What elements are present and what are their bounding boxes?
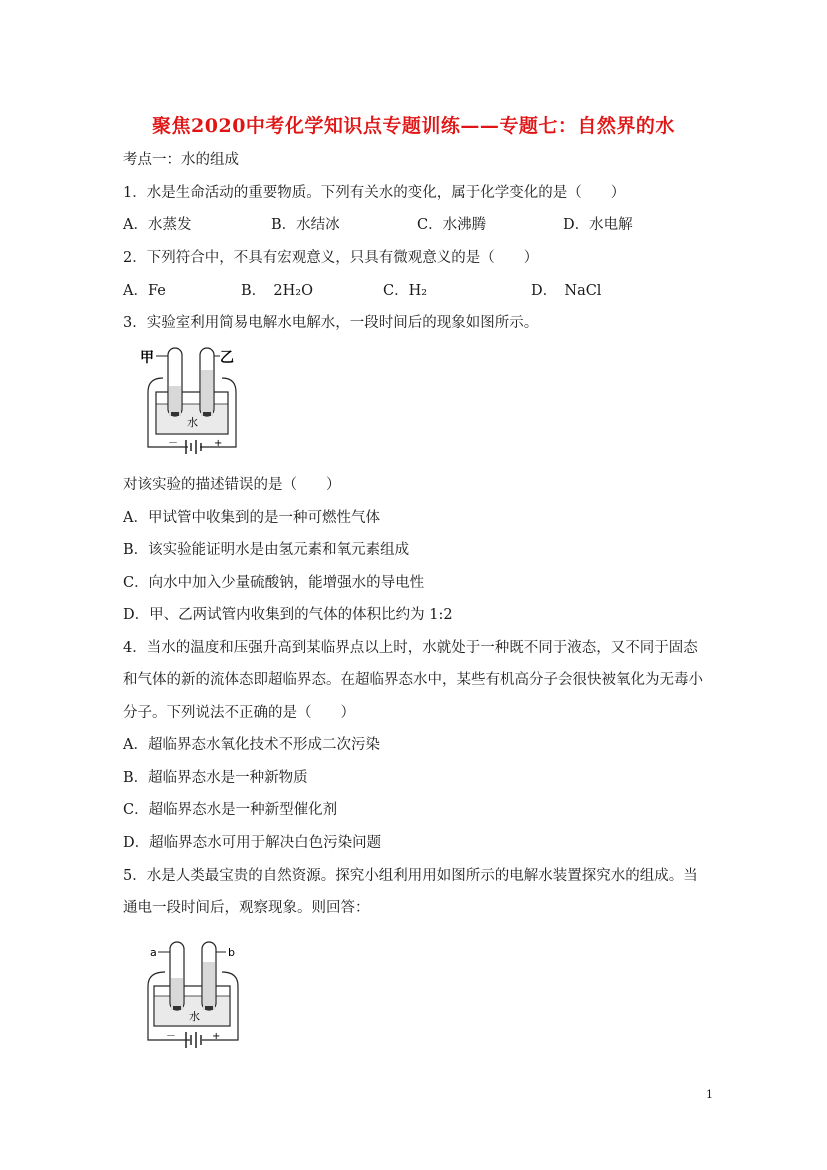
q2-option-b: B． 2H₂O (241, 283, 313, 299)
question-3-stem: 3．实验室利用简易电解水电解水，一段时间后的现象如图所示。 (123, 315, 539, 331)
page-number: 1 (706, 1088, 713, 1101)
label-b: b (228, 946, 235, 959)
q1-option-b: B．水结冰 (271, 217, 340, 233)
label-negative: － (168, 438, 178, 449)
question-5-line-2: 通电一段时间后，观察现象。则回答： (123, 900, 370, 916)
question-5-line-1: 5．水是人类最宝贵的自然资源。探究小组利用用如图所示的电解水装置探究水的组成。当 (123, 868, 698, 884)
q3-option-b: B．该实验能证明水是由氢元素和氧元素组成 (123, 542, 410, 558)
label-negative-2: － (166, 1031, 176, 1042)
label-water: 水 (187, 416, 198, 429)
electrolysis-apparatus-figure-1 (138, 342, 250, 468)
q4-option-d: D．超临界态水可用于解决白色污染问题 (123, 835, 382, 851)
q4-option-a: A．超临界态水氧化技术不形成二次污染 (123, 737, 380, 753)
question-2-stem: 2．下列符合中，不具有宏观意义，只具有微观意义的是（ ） (123, 250, 539, 266)
q3-option-d: D．甲、乙两试管内收集到的气体的体积比约为 1:2 (123, 607, 453, 623)
question-3-prompt: 对该实验的描述错误的是（ ） (123, 477, 341, 493)
label-water-2: 水 (189, 1010, 200, 1023)
label-a: a (150, 946, 157, 959)
question-4-line-3: 分子。下列说法不正确的是（ ） (123, 705, 355, 721)
q4-option-b: B．超临界态水是一种新物质 (123, 770, 308, 786)
q3-option-a: A．甲试管中收集到的是一种可燃性气体 (123, 510, 380, 526)
q2-option-d: D． NaCl (531, 283, 602, 299)
section-heading: 考点一：水的组成 (123, 152, 239, 168)
q2-option-c: C．H₂ (383, 283, 428, 299)
electrolysis-apparatus-figure-2 (140, 936, 252, 1060)
question-4-line-1: 4．当水的温度和压强升高到某临界点以上时，水就处于一种既不同于液态，又不同于固态 (123, 640, 698, 656)
label-jia: 甲 (140, 350, 154, 366)
label-positive: + (214, 438, 223, 449)
label-yi: 乙 (220, 350, 234, 366)
label-positive-2: + (212, 1031, 221, 1042)
q1-option-a: A．水蒸发 (123, 217, 192, 233)
q2-option-a: A．Fe (123, 283, 166, 299)
question-4-line-2: 和气体的新的流体态即超临界态。在超临界态水中，某些有机高分子会很快被氧化为无毒小 (123, 672, 703, 688)
q4-option-c: C．超临界态水是一种新型催化剂 (123, 802, 338, 818)
q1-option-c: C．水沸腾 (417, 217, 487, 233)
page-title: 聚焦2020中考化学知识点专题训练——专题七：自然界的水 (152, 115, 675, 137)
question-1-stem: 1．水是生命活动的重要物质。下列有关水的变化，属于化学变化的是（ ） (123, 185, 626, 201)
q1-option-d: D．水电解 (563, 217, 633, 233)
q3-option-c: C．向水中加入少量硫酸钠，能增强水的导电性 (123, 575, 425, 591)
